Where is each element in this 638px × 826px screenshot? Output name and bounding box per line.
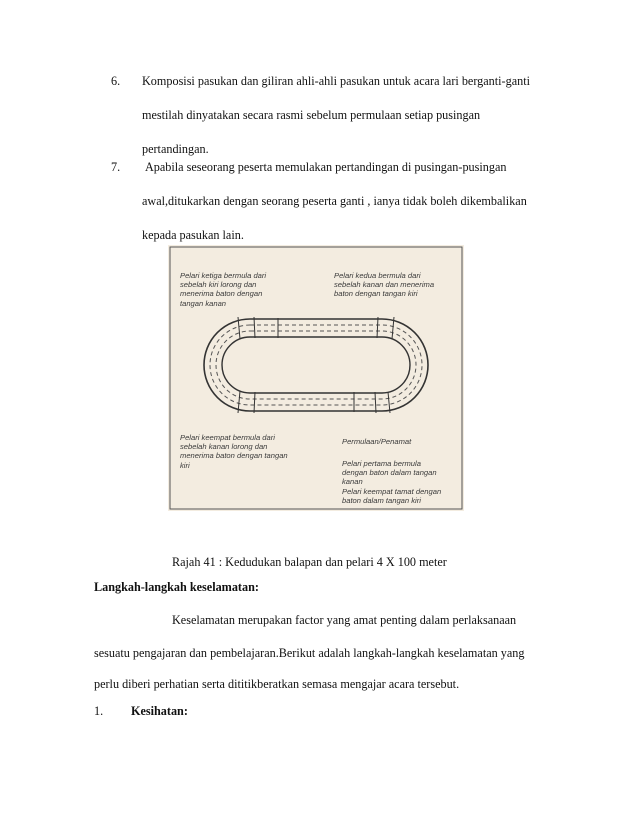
figure-caption: Rajah 41 : Kedudukan balapan dan pelari 4 X 100 meter: [172, 555, 447, 569]
subsection-heading: Kesihatan:: [131, 704, 188, 718]
label-bottom-right: [342, 459, 441, 505]
label-bottom-right-line: dengan baton dalam tangan: [342, 468, 437, 478]
label-top-left-line: sebelah kiri lorong dan: [180, 280, 257, 290]
label-top-left-line: tangan kanan: [180, 298, 227, 308]
item-6-line-1: Komposisi pasukan dan giliran ahli-ahli pasukan untuk acara lari berganti-ganti: [142, 74, 530, 88]
subsection-number: 1.: [94, 704, 104, 718]
label-bottom-left-line: menerima baton dengan tangan: [180, 451, 288, 461]
item-7-number: 7.: [111, 160, 121, 174]
label-bottom-right-line: kanan: [342, 477, 363, 487]
label-top-right-line: Pelari kedua bermula dari: [334, 271, 421, 280]
label-start-finish-line: Permulaan/Penamat: [342, 437, 412, 446]
label-bottom-left-line: kiri: [180, 460, 190, 470]
section-heading: Langkah-langkah keselamatan:: [94, 580, 259, 594]
item-7-line-1: Apabila seseorang peserta memulakan pertandingan di pusingan-pusingan: [145, 160, 507, 174]
item-6-line-2: mestilah dinyatakan secara rasmi sebelum permulaan setiap pusingan: [142, 108, 481, 122]
label-bottom-right-line: baton dalam tangan kiri: [342, 495, 421, 505]
item-6-line-3: pertandingan.: [142, 142, 209, 156]
label-bottom-left-line: sebelah kanan lorong dan: [180, 442, 268, 452]
label-top-right-line: sebelah kanan dan menerima: [334, 280, 435, 290]
section-para-line-3: perlu diberi perhatian serta dititikberatkan semasa mengajar acara tersebut.: [94, 677, 460, 691]
section-para-line-2: sesuatu pengajaran dan pembelajaran.Berikut adalah langkah-langkah keselamatan yang: [94, 646, 525, 660]
label-bottom-left-line: Pelari keempat bermula dari: [180, 433, 275, 442]
label-top-right-line: baton dengan tangan kiri: [334, 289, 418, 299]
label-bottom-left: [180, 433, 288, 470]
track-figure: [168, 245, 464, 511]
label-top-left-line: Pelari ketiga bermula dari: [180, 271, 267, 280]
label-top-left: [180, 271, 266, 308]
label-top-left-line: menerima baton dengan: [180, 289, 263, 299]
label-top-right: [334, 271, 434, 299]
label-bottom-right-line: Pelari pertama bermula: [342, 459, 421, 468]
section-para-line-1: Keselamatan merupakan factor yang amat penting dalam perlaksanaan: [172, 613, 517, 627]
label-start-finish: [342, 437, 411, 446]
label-bottom-right-line: Pelari keempat tamat dengan: [342, 486, 442, 496]
item-7-line-2: awal,ditukarkan dengan seorang peserta ganti , ianya tidak boleh dikembalikan: [142, 194, 527, 208]
item-7-line-3: kepada pasukan lain.: [142, 228, 244, 242]
item-6-number: 6.: [111, 74, 121, 88]
